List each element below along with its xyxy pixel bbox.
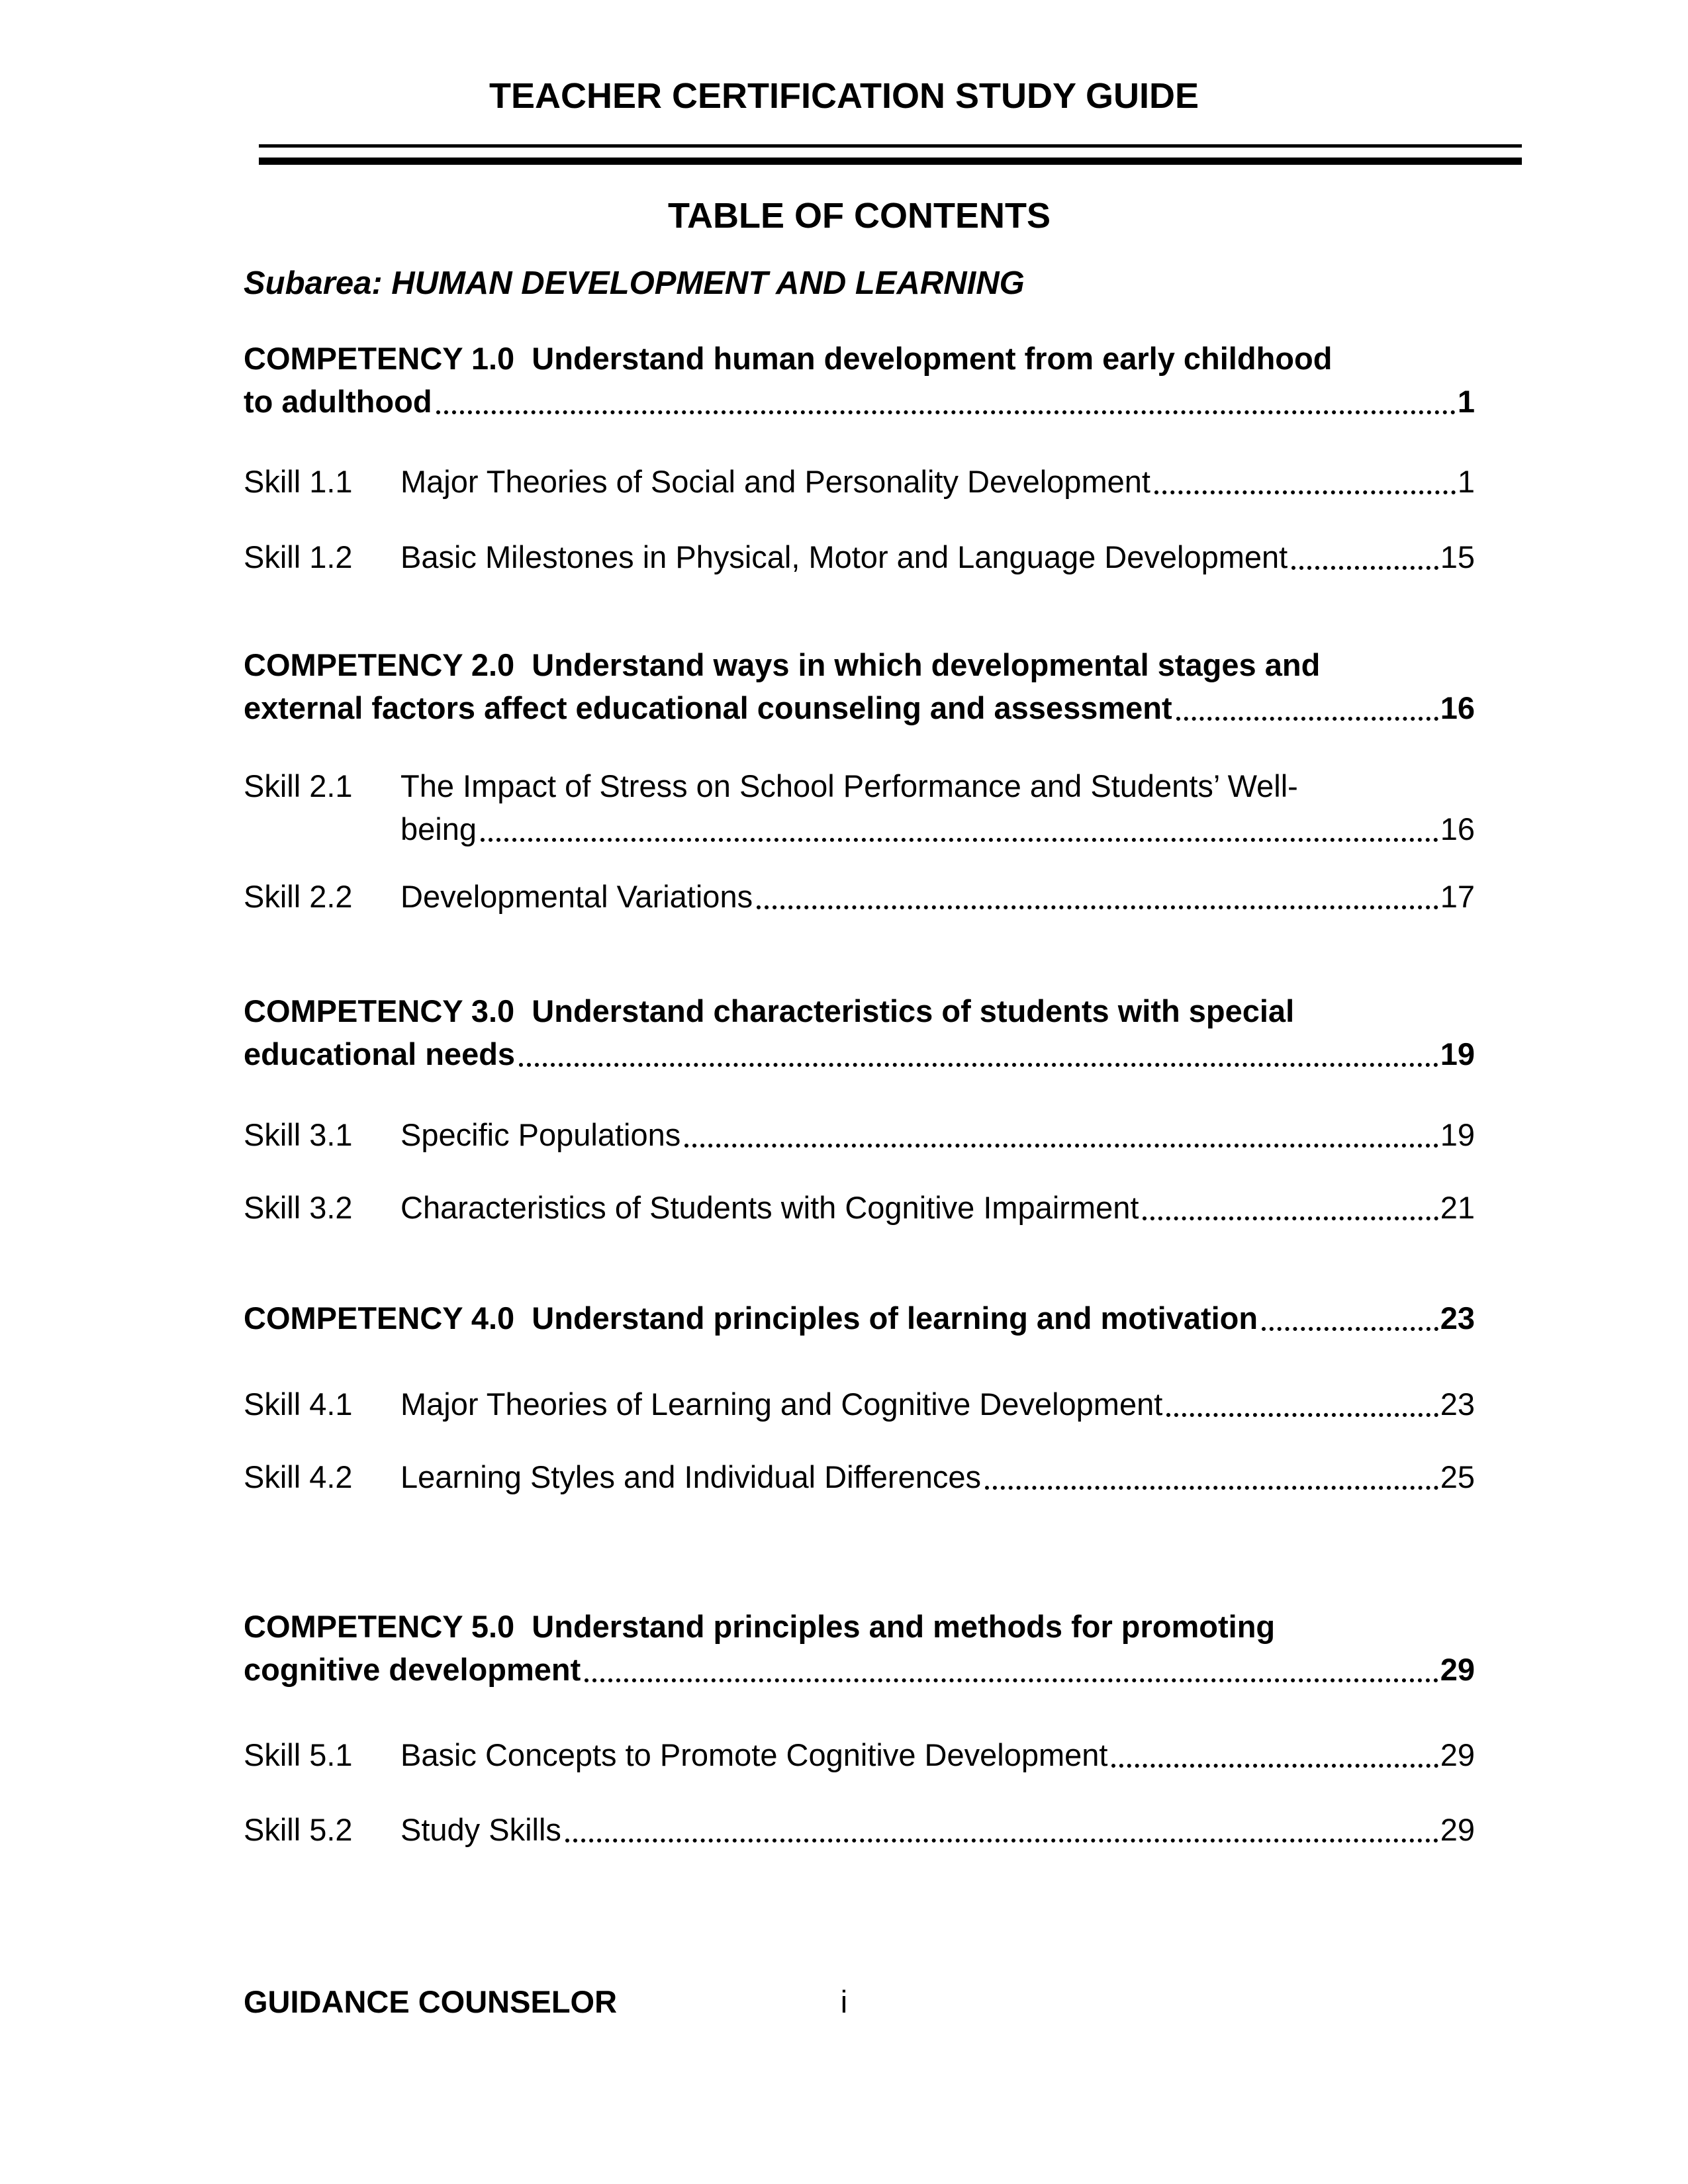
skill-title: The Impact of Stress on School Performance and Students’ Well- [400, 768, 1298, 803]
competency-1-line1 [244, 337, 1475, 380]
dot-leader [519, 1063, 1438, 1067]
competency-5-line2-text: cognitive development [244, 1652, 581, 1687]
page-number: 29 [1440, 1652, 1475, 1687]
skill-entry-3-2 [244, 1186, 1475, 1229]
skill-title: Major Theories of Learning and Cognitive Development [400, 1387, 1163, 1422]
footer-doc-title-text: GUIDANCE COUNSELOR [244, 1984, 618, 2019]
dot-leader [757, 905, 1438, 909]
competency-4-line1 [244, 1297, 1475, 1340]
competency-3-line1-text: COMPETENCY 3.0 Understand characteristics of students with special [244, 993, 1295, 1028]
competency-4-line1-text: COMPETENCY 4.0 Understand principles of learning and motivation [244, 1300, 1258, 1336]
header-rule-thin [259, 144, 1522, 148]
competency-1-line2 [244, 380, 1475, 423]
page-number: 23 [1440, 1300, 1475, 1336]
skill-label: Skill 1.1 [244, 464, 353, 499]
page-number: 29 [1440, 1737, 1475, 1772]
page-number: 16 [1440, 811, 1475, 846]
page-number: 19 [1440, 1117, 1475, 1152]
skill-title: Learning Styles and Individual Differences [400, 1459, 982, 1494]
page-number: 29 [1440, 1812, 1475, 1847]
competency-5-line1 [244, 1605, 1475, 1648]
dot-leader [985, 1486, 1438, 1490]
competency-3-line2-text: educational needs [244, 1036, 516, 1071]
competency-5-line1-text: COMPETENCY 5.0 Understand principles and methods for promoting [244, 1609, 1276, 1644]
page-number: 19 [1440, 1036, 1475, 1071]
skill-entry-4-2 [244, 1455, 1475, 1498]
skill-title: Study Skills [400, 1812, 561, 1847]
toc-title [244, 194, 1475, 238]
competency-2-line1-text: COMPETENCY 2.0 Understand ways in which developmental stages and [244, 647, 1321, 682]
skill-title: Developmental Variations [400, 879, 753, 914]
page-number: 17 [1440, 879, 1475, 914]
competency-3-line1 [244, 989, 1475, 1032]
competency-2-line2-text: external factors affect educational counseling and assessment [244, 690, 1172, 725]
skill-label: Skill 3.2 [244, 1190, 353, 1225]
skill-label: Skill 4.2 [244, 1459, 353, 1494]
page-number: 15 [1440, 539, 1475, 574]
footer-page-number-text: i [840, 1984, 848, 2019]
skill-title: Specific Populations [400, 1117, 681, 1152]
page-number: 23 [1440, 1387, 1475, 1422]
competency-1-line2-text: to adulthood [244, 384, 432, 419]
competency-1-line1-text: COMPETENCY 1.0 Understand human development from early childhood [244, 341, 1333, 376]
page-number: 25 [1440, 1459, 1475, 1494]
dot-leader [1111, 1764, 1438, 1768]
dot-leader [565, 1839, 1438, 1843]
skill-label: Skill 3.1 [244, 1117, 353, 1152]
dot-leader [436, 410, 1456, 414]
dot-leader [1176, 717, 1438, 721]
header-rule-thick [259, 158, 1522, 165]
header-title-text: TEACHER CERTIFICATION STUDY GUIDE [489, 76, 1199, 116]
skill-entry-2-2 [244, 875, 1475, 918]
page-number: 1 [1457, 464, 1475, 499]
dot-leader [1154, 490, 1456, 494]
skill-entry-3-1 [244, 1113, 1475, 1156]
dot-leader [684, 1144, 1438, 1148]
skill-entry-4-1 [244, 1383, 1475, 1426]
skill-title: Major Theories of Social and Personality Development [400, 464, 1150, 499]
competency-2-line1 [244, 643, 1475, 686]
skill-label: Skill 1.2 [244, 539, 353, 574]
skill-entry-1-2 [244, 535, 1475, 578]
dot-leader [481, 838, 1438, 842]
dot-leader [1262, 1327, 1438, 1331]
page-header-title [0, 74, 1688, 118]
skill-entry-2-1-line1 [244, 764, 1475, 807]
dot-leader [1143, 1216, 1438, 1220]
skill-entry-2-1-line2 [244, 807, 1475, 850]
competency-3-line2 [244, 1032, 1475, 1075]
dot-leader [1166, 1413, 1438, 1417]
toc-title-text: TABLE OF CONTENTS [668, 196, 1051, 236]
skill-title: Basic Concepts to Promote Cognitive Development [400, 1737, 1108, 1772]
skill-entry-5-2 [244, 1808, 1475, 1851]
footer-page-number [0, 1980, 1688, 2023]
subarea-heading [244, 263, 1475, 304]
skill-entry-1-1 [244, 460, 1475, 503]
skill-title-continued: being [400, 811, 477, 846]
skill-label: Skill 4.1 [244, 1387, 353, 1422]
page-number: 1 [1457, 384, 1475, 419]
skill-label: Skill 2.2 [244, 879, 353, 914]
skill-label: Skill 5.2 [244, 1812, 353, 1847]
skill-label: Skill 2.1 [244, 768, 353, 803]
skill-title: Basic Milestones in Physical, Motor and Language Development [400, 539, 1288, 574]
competency-5-line2 [244, 1648, 1475, 1691]
skill-label: Skill 5.1 [244, 1737, 353, 1772]
page-number: 21 [1440, 1190, 1475, 1225]
dot-leader [585, 1678, 1438, 1682]
skill-entry-5-1 [244, 1733, 1475, 1776]
subarea-heading-text: Subarea: HUMAN DEVELOPMENT AND LEARNING [244, 265, 1025, 301]
skill-title: Characteristics of Students with Cognitive Impairment [400, 1190, 1139, 1225]
competency-2-line2 [244, 686, 1475, 729]
dot-leader [1291, 566, 1438, 570]
page-number: 16 [1440, 690, 1475, 725]
